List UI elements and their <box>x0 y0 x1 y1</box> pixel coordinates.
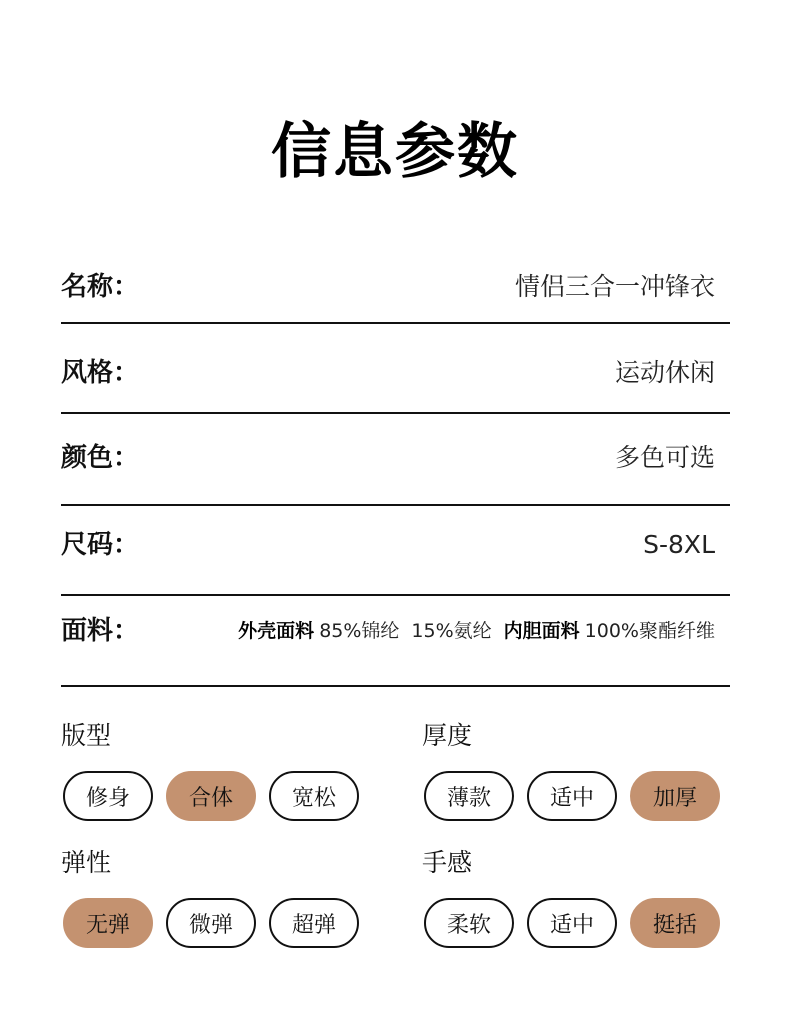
hand-feel-option-medium: 适中 <box>527 898 617 948</box>
elasticity-label: 弹性 <box>61 848 112 877</box>
divider <box>61 594 730 596</box>
fit-option-loose: 宽松 <box>269 771 359 821</box>
spec-row-name <box>61 269 730 305</box>
inner-fabric-name: 内胆面料 <box>503 620 580 642</box>
fit-options <box>63 771 371 821</box>
hand-feel-options <box>424 898 732 948</box>
spec-label: 颜色： <box>61 443 140 473</box>
fit-group <box>61 718 371 821</box>
spec-value: S-8XL <box>643 530 715 559</box>
spec-row-fabric <box>61 613 730 649</box>
spec-value: 多色可选 <box>614 443 715 472</box>
hand-feel-option-crisp: 挺括 <box>630 898 720 948</box>
spec-label: 尺码： <box>61 530 140 560</box>
spec-label: 风格： <box>61 358 140 388</box>
inner-fabric-composition: 100%聚酯纤维 <box>584 620 715 642</box>
hand-feel-group <box>422 845 732 948</box>
divider <box>61 322 730 324</box>
page-title: 信息参数 <box>271 117 519 187</box>
divider <box>61 412 730 414</box>
spec-row-style <box>61 355 730 391</box>
spec-label: 面料： <box>61 616 140 646</box>
fit-label: 版型 <box>61 721 112 750</box>
thickness-group <box>422 718 732 821</box>
fabric-value <box>238 613 715 649</box>
fit-option-regular: 合体 <box>166 771 256 821</box>
divider <box>61 685 730 687</box>
spec-value: 情侣三合一冲锋衣 <box>514 272 715 301</box>
thickness-label: 厚度 <box>422 721 473 750</box>
outer-fabric-composition: 15%氨纶 <box>411 620 492 642</box>
spec-row-size <box>61 527 730 563</box>
elasticity-group <box>61 845 371 948</box>
elasticity-option-none: 无弹 <box>63 898 153 948</box>
elasticity-option-slight: 微弹 <box>166 898 256 948</box>
divider <box>61 504 730 506</box>
spec-value: 运动休闲 <box>614 358 715 387</box>
hand-feel-option-soft: 柔软 <box>424 898 514 948</box>
fit-option-slim: 修身 <box>63 771 153 821</box>
spec-label: 名称： <box>61 272 140 302</box>
thickness-option-thin: 薄款 <box>424 771 514 821</box>
thickness-options <box>424 771 732 821</box>
spec-row-color <box>61 440 730 476</box>
thickness-option-medium: 适中 <box>527 771 617 821</box>
thickness-option-thick: 加厚 <box>630 771 720 821</box>
hand-feel-label: 手感 <box>422 848 473 877</box>
elasticity-option-high: 超弹 <box>269 898 359 948</box>
outer-fabric-name: 外壳面料 <box>238 620 315 642</box>
outer-fabric-composition: 85%锦纶 <box>319 620 400 642</box>
elasticity-options <box>63 898 371 948</box>
